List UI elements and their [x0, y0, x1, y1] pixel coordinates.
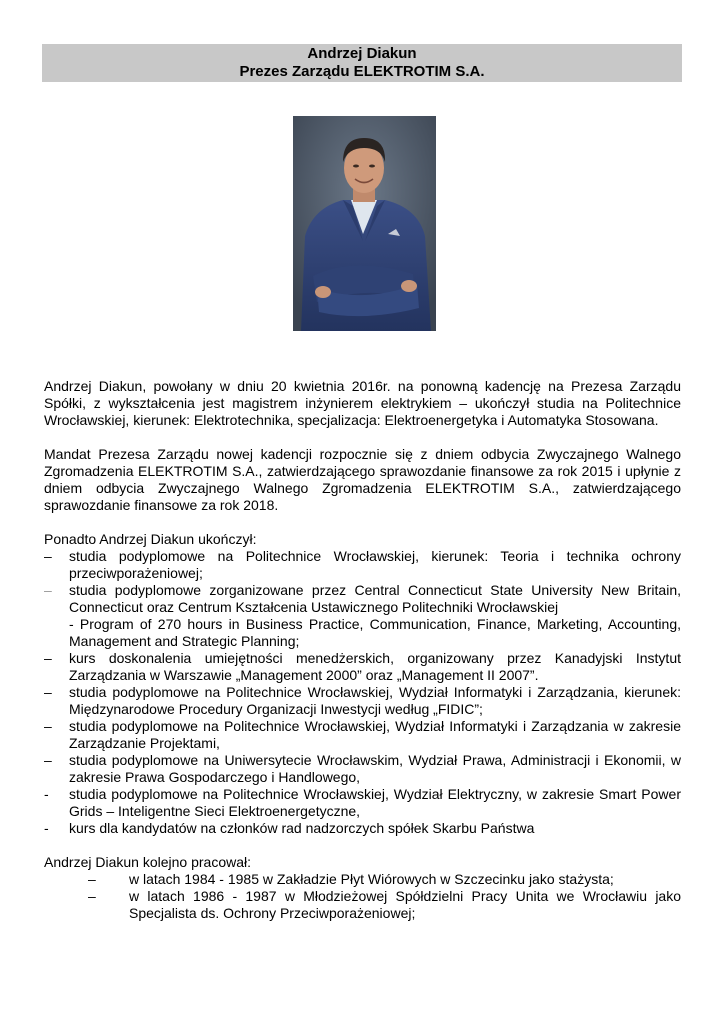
- list-item: [44, 786, 681, 820]
- portrait-photo: [293, 116, 436, 331]
- list-item: [44, 820, 681, 837]
- list-item-text: studia podyplomowe zorganizowane przez Central Connecticut State University New Britain, Connecticut oraz Centrum Kształcenia Ustawicznego Politechniki Wrocławskiej: [69, 582, 681, 615]
- education-list: [44, 548, 681, 837]
- list-bullet: –: [44, 548, 52, 564]
- work-list: [44, 871, 681, 922]
- list-bullet: –: [88, 871, 96, 887]
- list-item-text: w latach 1984 - 1985 w Zakładzie Płyt Wiórowych w Szczecinku jako stażysta;: [129, 871, 614, 887]
- list-item-text: studia podyplomowe na Politechnice Wrocławskiej, Wydział Informatyki i Zarządzania w zakresie Zarządzanie Projektami,: [69, 718, 681, 751]
- list-item: [44, 752, 681, 786]
- work-intro: Andrzej Diakun kolejno pracował:: [44, 854, 251, 870]
- list-item: [44, 650, 681, 684]
- list-bullet: –: [88, 888, 96, 904]
- list-item: [44, 718, 681, 752]
- list-item: [44, 888, 681, 922]
- document-header: [42, 44, 682, 82]
- list-bullet: -: [44, 786, 49, 802]
- education-intro: Ponadto Andrzej Diakun ukończył:: [44, 531, 257, 547]
- list-item-text: studia podyplomowe na Politechnice Wrocławskiej, Wydział Elektryczny, w zakresie Smart Power Grids – Inteligentne Sieci Elektroenergetyczne,: [69, 786, 681, 819]
- list-item-text: kurs doskonalenia umiejętności menedżerskich, organizowany przez Kanadyjski Instytut Zarządzania w Warszawie „Management 2000” oraz „Management II 2007”.: [69, 650, 681, 683]
- list-item: [44, 548, 681, 582]
- person-name: Andrzej Diakun: [307, 45, 417, 62]
- list-item-subtext: - Program of 270 hours in Business Practice, Communication, Finance, Marketing, Accounting, Management and Strategic Planning;: [69, 616, 681, 649]
- list-item: [44, 871, 681, 888]
- list-bullet: –: [44, 752, 52, 768]
- list-item-text: studia podyplomowe na Politechnice Wrocławskiej, kierunek: Teoria i technika ochrony przeciwporażeniowej;: [69, 548, 681, 581]
- mandate-paragraph: Mandat Prezesa Zarządu nowej kadencji rozpocznie się z dniem odbycia Zwyczajnego Walnego Zgromadzenia ELEKTROTIM S.A., zatwierdzającego sprawozdanie finansowe za rok 2015 i upłynie z dniem odbycia Zwyczajnego Walnego Zgromadzenia ELEKTROTIM S.A., zatwierdzającego sprawozdanie finansowe za rok 2018.: [44, 446, 681, 513]
- intro-paragraph: Andrzej Diakun, powołany w dniu 20 kwietnia 2016r. na ponowną kadencję na Prezesa Zarządu Spółki, z wykształcenia jest magistrem inżynierem elektrykiem – ukończył studia na Politechnice Wrocławskiej, kierunek: Elektrotechnika, specjalizacja: Elektroenergetyka i Automatyka Stosowana.: [44, 378, 681, 428]
- list-bullet: –: [44, 582, 52, 598]
- list-item-text: w latach 1986 - 1987 w Młodzieżowej Spółdzielni Pracy Unita we Wrocławiu jako Specjalista ds. Ochrony Przeciwporażeniowej;: [129, 888, 681, 921]
- list-bullet: –: [44, 684, 52, 700]
- list-item: [44, 582, 681, 650]
- list-bullet: –: [44, 718, 52, 734]
- document-body: [44, 378, 681, 922]
- list-item-text: studia podyplomowe na Politechnice Wrocławskiej, Wydział Informatyki i Zarządzania, kierunek: Międzynarodowe Procedury Organizacji Inwestycji według „FIDIC”;: [69, 684, 681, 717]
- list-bullet: -: [44, 820, 49, 836]
- list-item-text: studia podyplomowe na Uniwersytecie Wrocławskim, Wydział Prawa, Administracji i Ekonomii, w zakresie Prawa Gospodarczego i Handlowego,: [69, 752, 681, 785]
- person-title: Prezes Zarządu ELEKTROTIM S.A.: [239, 63, 485, 80]
- list-item-text: kurs dla kandydatów na członków rad nadzorczych spółek Skarbu Państwa: [69, 820, 535, 836]
- list-bullet: –: [44, 650, 52, 666]
- list-item: [44, 684, 681, 718]
